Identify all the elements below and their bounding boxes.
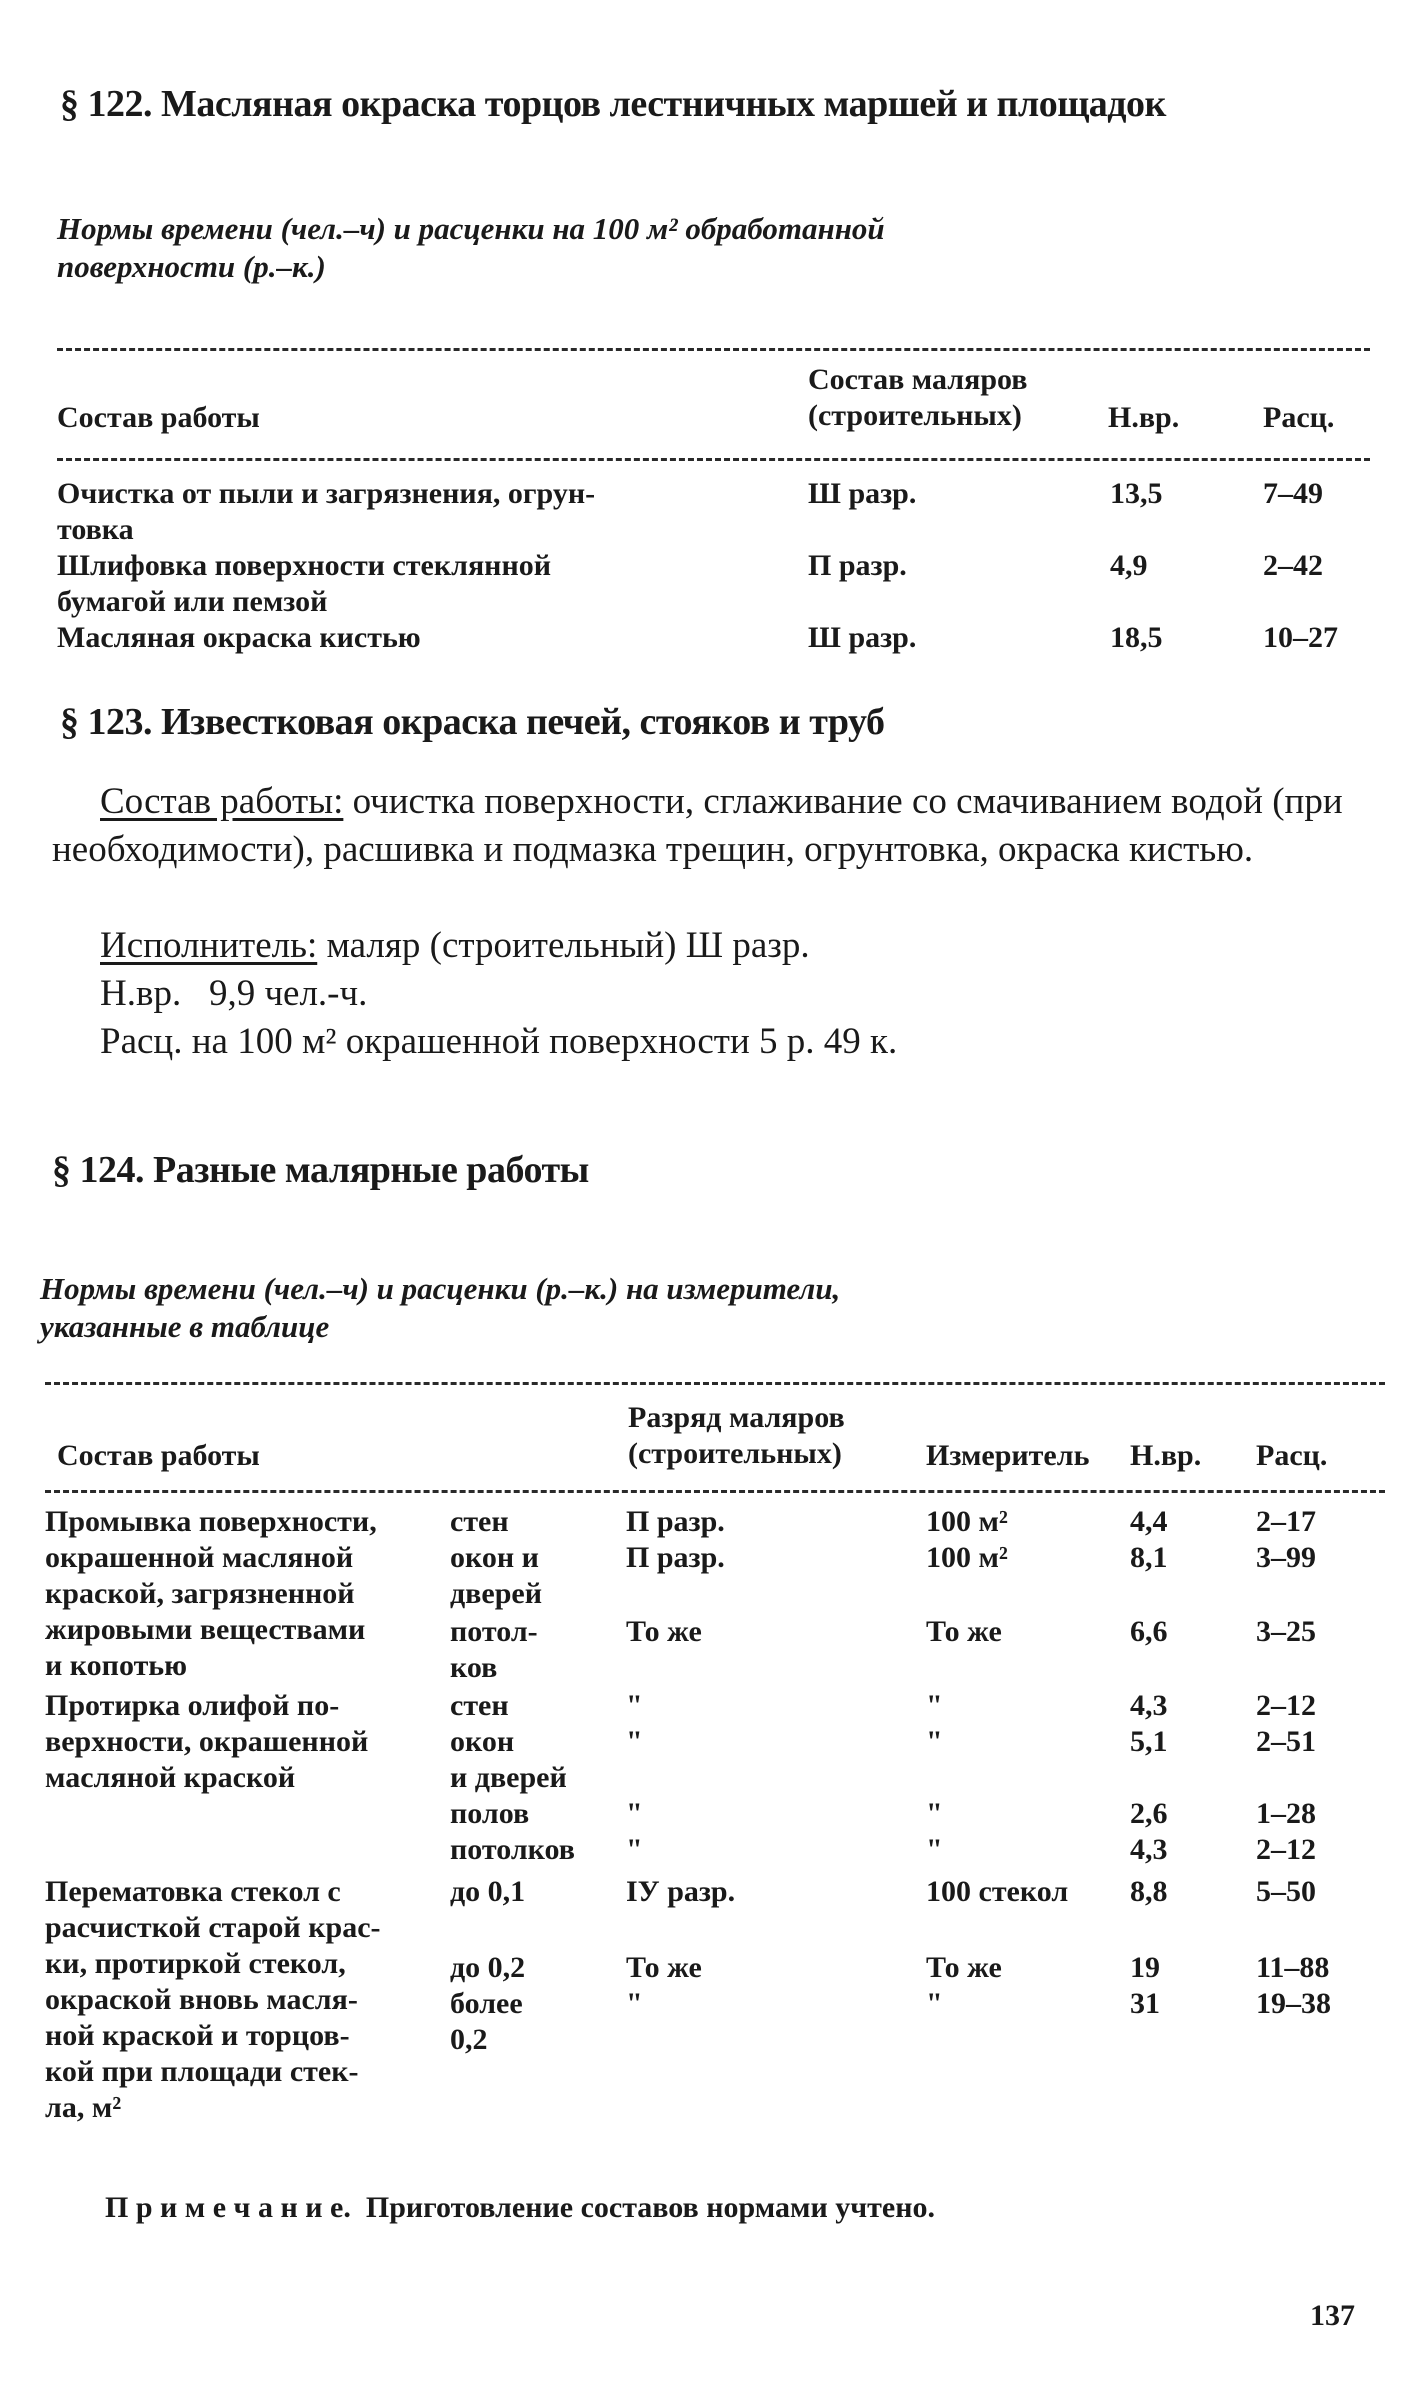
table-124-g2-r3-sub: полов: [450, 1797, 530, 1830]
table-124-g2-r4-norm: 4,3: [1130, 1833, 1168, 1866]
table-122-row-3-grade: Ш разр.: [808, 621, 917, 654]
table-124-g1-r2-unit: 100 м²: [926, 1541, 1008, 1574]
table-122-row-3-rate: 10–27: [1263, 621, 1338, 654]
work-composition-text: очистка поверхности, сглаживание со смачиванием водой (при необходимости), расшивка и подмазка трещин, огрунтовка, окраска кистью.: [52, 781, 1343, 870]
section-123-title: § 123. Известковая окраска печей, стояков и труб: [60, 701, 885, 743]
table-124-g2-r4-rate: 2–12: [1256, 1833, 1316, 1866]
table-124-group-1-work: Промывка поверхности, окрашенной масляной краской, загрязненной жировыми веществами и копотью: [45, 1505, 377, 1682]
table-122-row-1-work: Очистка от пыли и загрязнения, огрун- товка: [57, 477, 596, 546]
table-124-g1-r2-norm: 8,1: [1130, 1541, 1168, 1574]
table-124-g1-r3-unit: То же: [926, 1615, 1002, 1648]
table-122-header-work: Состав работы: [57, 401, 260, 434]
executor-text: маляр (строительный) Ш разр.: [326, 925, 810, 966]
table-124-g3-r1-unit: 100 стекол: [926, 1875, 1069, 1908]
table-124-g1-r3-sub: потол- ков: [450, 1615, 538, 1684]
table-122-row-2-work: Шлифовка поверхности стеклянной бумагой или пемзой: [57, 549, 552, 618]
table-124-g3-r3-unit: ": [926, 1987, 943, 2020]
table-122-row-3-norm: 18,5: [1110, 621, 1163, 654]
section-123-rate: Расц. на 100 м² окрашенной поверхности 5 р. 49 к.: [100, 1021, 898, 1062]
table-122-row-2-norm: 4,9: [1110, 549, 1148, 582]
section-123-norm: Н.вр. 9,9 чел.-ч.: [100, 973, 368, 1014]
section-124-title: § 124. Разные малярные работы: [52, 1149, 589, 1191]
table-124-g3-r3-norm: 31: [1130, 1987, 1160, 2020]
table-124-g3-r3-grade: ": [626, 1987, 643, 2020]
table-124-g2-r1-sub: стен: [450, 1689, 509, 1722]
table-124-g2-r4-unit: ": [926, 1833, 943, 1866]
table-122-header-grade: Состав маляров (строительных): [808, 363, 1028, 432]
table-122-header-rule: [57, 458, 1370, 461]
work-composition-label: Состав работы:: [100, 781, 344, 822]
table-124-g3-r3-sub: более 0,2: [450, 1987, 523, 2056]
table-124-g3-r2-rate: 11–88: [1256, 1951, 1330, 1984]
table-124-header-work: Состав работы: [57, 1439, 260, 1472]
table-124-header-rule: [45, 1490, 1385, 1493]
table-122-header-norm: Н.вр.: [1108, 401, 1180, 434]
table-124-g1-r1-rate: 2–17: [1256, 1505, 1316, 1538]
section-122-title: § 122. Масляная окраска торцов лестничных маршей и площадок: [60, 83, 1166, 125]
table-122-header-rate: Расц.: [1263, 401, 1335, 434]
table-124-g3-r2-sub: до 0,2: [450, 1951, 526, 1984]
table-124-g2-r2-unit: ": [926, 1725, 943, 1758]
table-124-g1-r1-norm: 4,4: [1130, 1505, 1168, 1538]
table-124-g3-r3-rate: 19–38: [1256, 1987, 1331, 2020]
table-124-g2-r1-rate: 2–12: [1256, 1689, 1316, 1722]
table-124-g1-r2-grade: П разр.: [626, 1541, 725, 1574]
table-122-top-rule: [57, 348, 1370, 351]
table-124-group-2-work: Протирка олифой по- верхности, окрашенной масляной краской: [45, 1689, 369, 1794]
table-124-g2-r3-rate: 1–28: [1256, 1797, 1316, 1830]
table-122-row-1-grade: Ш разр.: [808, 477, 917, 510]
table-124-header-norm: Н.вр.: [1130, 1439, 1202, 1472]
table-122-row-2-grade: П разр.: [808, 549, 907, 582]
table-124-g1-r1-unit: 100 м²: [926, 1505, 1008, 1538]
table-124-g1-r3-norm: 6,6: [1130, 1615, 1168, 1648]
table-124-g2-r3-norm: 2,6: [1130, 1797, 1168, 1830]
table-124-g3-r2-norm: 19: [1130, 1951, 1160, 1984]
section-124-caption: Нормы времени (чел.–ч) и расценки (р.–к.) на измерители, указанные в таблице: [40, 1271, 841, 1344]
table-124-g2-r4-sub: потолков: [450, 1833, 576, 1866]
table-124-g2-r1-unit: ": [926, 1689, 943, 1722]
table-124-g3-r1-grade: IУ разр.: [626, 1875, 736, 1908]
table-124-header-grade: Разряд маляров (строительных): [628, 1401, 845, 1470]
table-124-top-rule: [45, 1382, 1385, 1385]
table-124-g2-r2-rate: 2–51: [1256, 1725, 1316, 1758]
table-124-g2-r2-sub: окон и дверей: [450, 1725, 567, 1794]
table-124-g1-r1-sub: стен: [450, 1505, 509, 1538]
table-124-g2-r1-grade: ": [626, 1689, 643, 1722]
table-124-g2-r3-grade: ": [626, 1797, 643, 1830]
table-122-row-1-norm: 13,5: [1110, 477, 1163, 510]
table-124-g2-r1-norm: 4,3: [1130, 1689, 1168, 1722]
table-124-g1-r3-grade: То же: [626, 1615, 702, 1648]
table-124-g1-r2-sub: окон и дверей: [450, 1541, 542, 1610]
table-124-g3-r2-grade: То же: [626, 1951, 702, 1984]
table-122-row-3-work: Масляная окраска кистью: [57, 621, 421, 654]
table-124-g3-r1-norm: 8,8: [1130, 1875, 1168, 1908]
table-124-g3-r1-rate: 5–50: [1256, 1875, 1316, 1908]
table-124-g3-r2-unit: То же: [926, 1951, 1002, 1984]
table-124-g1-r3-rate: 3–25: [1256, 1615, 1316, 1648]
table-124-g2-r3-unit: ": [926, 1797, 943, 1830]
table-124-header-rate: Расц.: [1256, 1439, 1328, 1472]
table-124-g1-r2-rate: 3–99: [1256, 1541, 1316, 1574]
table-122-row-2-rate: 2–42: [1263, 549, 1323, 582]
table-122-row-1-rate: 7–49: [1263, 477, 1323, 510]
section-123-executor: [100, 922, 1390, 970]
table-124-g3-r1-sub: до 0,1: [450, 1875, 526, 1908]
table-124-g2-r2-norm: 5,1: [1130, 1725, 1168, 1758]
page-number: 137: [1310, 2299, 1355, 2332]
table-124-g2-r4-grade: ": [626, 1833, 643, 1866]
section-122-caption: Нормы времени (чел.–ч) и расценки на 100 м² обработанной поверхности (р.–к.): [57, 211, 885, 284]
table-124-note: П р и м е ч а н и е. Приготовление составов нормами учтено.: [105, 2191, 935, 2224]
table-124-header-unit: Измеритель: [926, 1439, 1090, 1472]
table-124-g1-r1-grade: П разр.: [626, 1505, 725, 1538]
executor-label: Исполнитель:: [100, 925, 318, 966]
section-123-work-paragraph: [52, 778, 1392, 874]
table-124-group-3-work: Перематовка стекол с расчисткой старой крас- ки, протиркой стекол, окраской вновь масля- ной краской и торцов- кой при площади стек- ла, м²: [45, 1875, 381, 2124]
table-124-g2-r2-grade: ": [626, 1725, 643, 1758]
